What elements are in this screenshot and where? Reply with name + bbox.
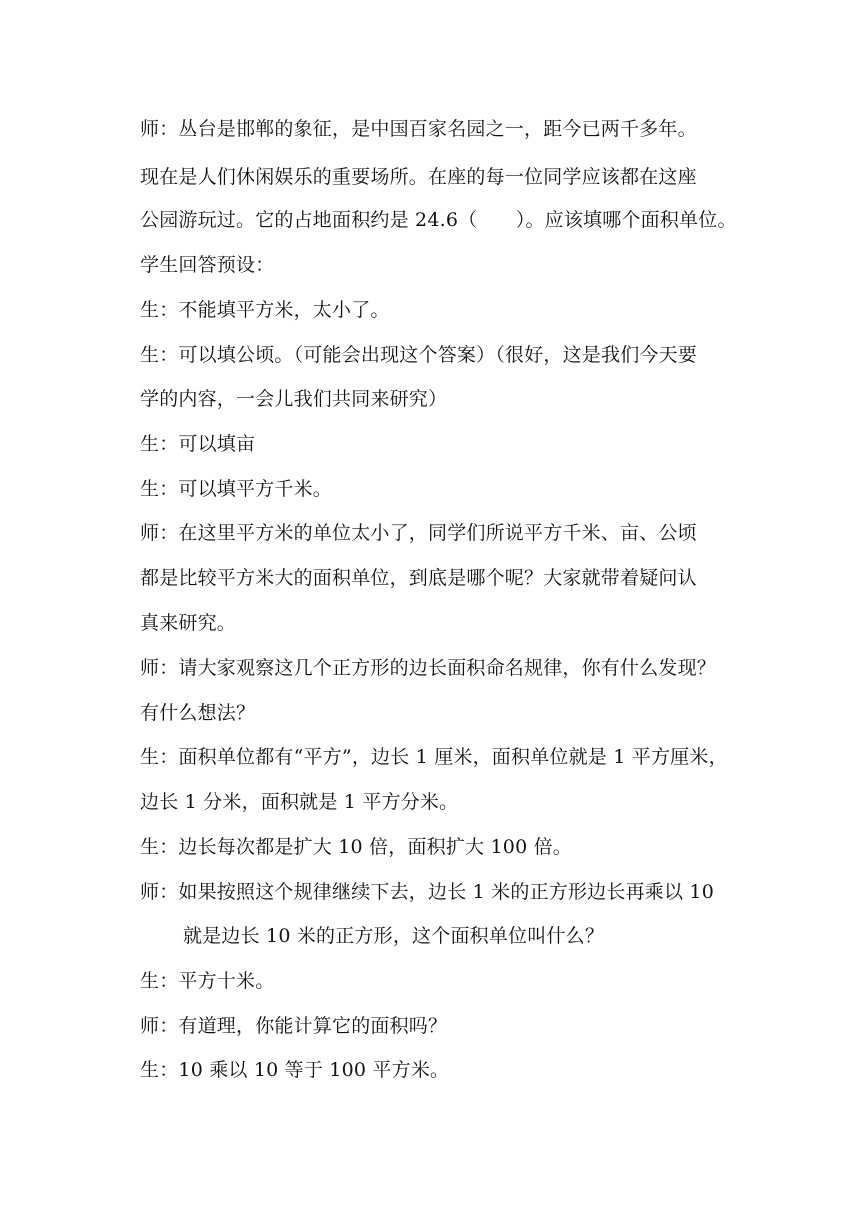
text-line: 生：边长每次都是扩大 10 倍，面积扩大 100 倍。 (140, 836, 573, 858)
text-line: 生：10 乘以 10 等于 100 平方米。 (140, 1059, 450, 1081)
text-line: 真来研究。 (140, 612, 237, 634)
text-line: 生：不能填平方米，太小了。 (140, 299, 390, 321)
text-line: 师：请大家观察这几个正方形的边长面积命名规律，你有什么发现？ (140, 657, 717, 679)
text-line: 生：平方十米。 (140, 970, 275, 992)
text-line: 生：可以填公顷。（可能会出现这个答案）（很好，这是我们今天要 (140, 344, 698, 366)
text-line: 现在是人们休闲娱乐的重要场所。在座的每一位同学应该都在这座 (140, 166, 697, 188)
text-line: 师：有道理，你能计算它的面积吗？ (140, 1015, 448, 1037)
text-line: 生：面积单位都有“平方”，边长 1 厘米，面积单位就是 1 平方厘米， (140, 746, 728, 768)
text-line: 学生回答预设： (140, 254, 275, 276)
text-line: 学的内容，一会儿我们共同来研究） (140, 388, 448, 410)
text-line: 都是比较平方米大的面积单位，到底是哪个呢？大家就带着疑问认 (140, 567, 697, 589)
text-line: 师：如果按照这个规律继续下去，边长 1 米的正方形边长再乘以 10 (140, 881, 714, 903)
text-line: 就是边长 10 米的正方形，这个面积单位叫什么？ (183, 925, 605, 947)
text-line: 生：可以填亩 (140, 433, 256, 455)
text-line: 生：可以填平方千米。 (140, 478, 333, 500)
text-line: 师：丛台是邯郸的象征，是中国百家名园之一，距今已两千多年。 (140, 118, 697, 140)
text-line: 师：在这里平方米的单位太小了，同学们所说平方千米、亩、公顷 (140, 522, 697, 544)
text-line: 边长 1 分米，面积就是 1 平方分米。 (140, 791, 459, 813)
text-line: 有什么想法？ (140, 702, 256, 724)
text-line: 公园游玩过。它的占地面积约是 24.6（ ）。应该填哪个面积单位。 (140, 209, 737, 231)
